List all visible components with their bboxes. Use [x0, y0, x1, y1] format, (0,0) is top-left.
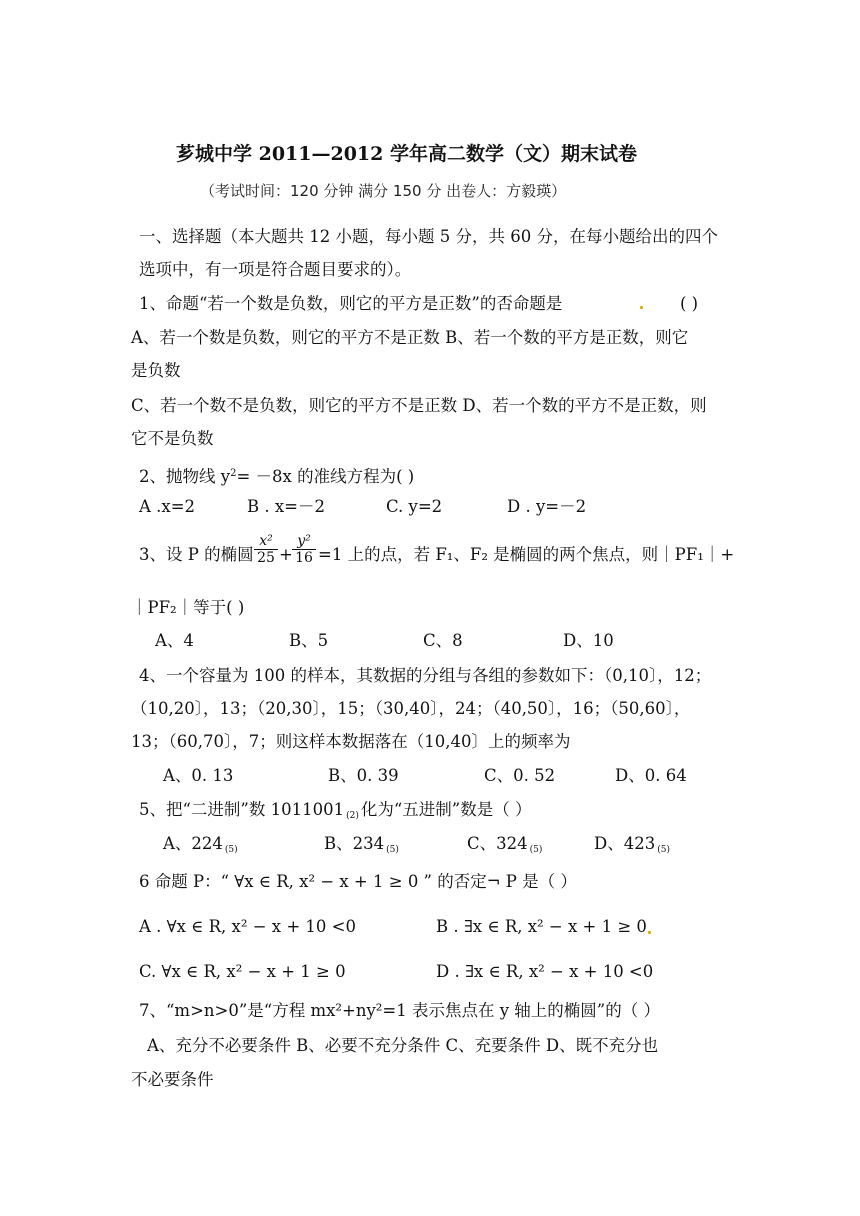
question-1-answer-blank: ( ) — [680, 294, 699, 313]
question-5-option-b — [324, 832, 401, 862]
base-subscript: (5) — [224, 845, 238, 855]
exam-subtitle: （考试时间：120 分钟 满分 150 分 出卷人：方毅瑛） — [200, 182, 567, 200]
fraction-numerator: x² — [254, 533, 278, 550]
question-5-stem-text: 化为“五进制”数是（ ） — [360, 800, 532, 819]
question-2-stem-text: = －8x 的准线方程为( ) — [236, 467, 415, 486]
question-5-stem — [139, 798, 531, 828]
question-4-option-b: B、0. 39 — [328, 766, 399, 785]
question-3-stem-end: =1 上的点，若 F₁、F₂ 是椭圆的两个焦点，则｜PF₁｜+ — [318, 545, 735, 564]
base-subscript: (5) — [529, 845, 543, 855]
question-6-stem: 6 命题 P：“ ∀x ∈ R, x² − x + 1 ≥ 0 ” 的否定¬ P 是（ ） — [139, 872, 577, 891]
fraction-x-squared-over-25 — [254, 533, 278, 566]
ink-speck — [648, 931, 651, 934]
question-5-option-a — [163, 832, 240, 862]
option-text: D、423 — [594, 834, 656, 853]
question-3-stem-start: 3、设 P 的椭圆 — [139, 545, 254, 564]
question-6-option-d: D . ∃x ∈ R, x² − x + 10 <0 — [436, 962, 654, 981]
question-7-options: A、充分不必要条件 B、必要不充分条件 C、充要条件 D、既不充分也 — [147, 1036, 659, 1055]
question-4-option-c: C、0. 52 — [484, 766, 556, 785]
question-1-option-line: C、若一个数不是负数，则它的平方不是正数 D、若一个数的平方不是正数，则 — [131, 396, 707, 415]
option-text: B、234 — [324, 834, 385, 853]
question-3-option-a: A、4 — [155, 631, 194, 650]
question-2-stem-text: 2、抛物线 y — [139, 467, 231, 486]
question-2-option-b: B . x=－2 — [247, 497, 325, 516]
question-7-stem: 7、“m>n>0”是“方程 mx²+ny²=1 表示焦点在 y 轴上的椭圆”的（ ） — [139, 1001, 660, 1020]
fraction-denominator: 25 — [257, 550, 275, 566]
question-1-option-line: 是负数 — [131, 361, 181, 380]
fraction-denominator: 16 — [295, 550, 313, 566]
question-1-stem: 1、命题“若一个数是负数，则它的平方是正数”的否命题是 — [139, 294, 563, 313]
question-1-option-line: A、若一个数是负数，则它的平方不是正数 B、若一个数的平方是正数，则它 — [131, 328, 689, 347]
fraction-numerator: y² — [292, 533, 316, 550]
base-subscript: (5) — [386, 845, 399, 855]
option-text: C、324 — [467, 834, 528, 853]
option-text: A、224 — [163, 834, 223, 853]
question-4-stem: 4、一个容量为 100 的样本，其数据的分组与各组的参数如下：（0,10〕，12； — [139, 666, 712, 685]
question-6-option-a: A . ∀x ∈ R, x² − x + 10 <0 — [139, 917, 356, 936]
question-6-option-c: C. ∀x ∈ R, x² − x + 1 ≥ 0 — [139, 962, 346, 981]
question-4-stem-cont: 13；（60,70〕，7；则这样本数据落在（10,40〕上的频率为 — [131, 732, 571, 751]
question-1-option-line: 它不是负数 — [131, 429, 214, 448]
question-5-stem-text: 5、把“二进制”数 1011001 — [139, 800, 345, 819]
question-4-option-a: A、0. 13 — [163, 766, 234, 785]
question-4-stem-cont: （10,20〕，13；（20,30〕，15；（30,40〕，24；（40,50〕，16；（50,60〕， — [131, 699, 691, 718]
section-heading-cont: 选项中，有一项是符合题目要求的）。 — [139, 260, 412, 279]
base-subscript: (5) — [657, 845, 670, 855]
question-4-option-d: D、0. 64 — [615, 766, 687, 785]
question-2-option-d: D . y=－2 — [507, 497, 587, 516]
question-2-option-a: A .x=2 — [139, 497, 196, 516]
fraction-y-squared-over-16 — [292, 533, 316, 566]
ink-speck — [640, 306, 643, 309]
question-5-option-c — [467, 832, 544, 862]
exam-title: 芗城中学 2011—2012 学年高二数学（文）期末试卷 — [176, 143, 637, 165]
question-3-option-d: D、10 — [563, 631, 614, 650]
question-6-option-b: B . ∃x ∈ R, x² − x + 1 ≥ 0 — [436, 917, 647, 936]
question-3-option-c: C、8 — [423, 631, 463, 650]
base-subscript: (2) — [346, 811, 359, 821]
question-2-stem — [139, 462, 414, 489]
plus-sign: + — [279, 545, 293, 564]
question-3-stem-cont: ｜PF₂｜等于( ) — [131, 598, 245, 617]
question-2-option-c: C. y=2 — [386, 497, 443, 516]
question-7-options-cont: 不必要条件 — [131, 1070, 214, 1089]
section-heading: 一、选择题（本大题共 12 小题，每小题 5 分，共 60 分，在每小题给出的四个 — [139, 227, 718, 246]
superscript: 2 — [230, 468, 237, 479]
question-3-option-b: B、5 — [289, 631, 329, 650]
question-5-option-d — [594, 832, 672, 862]
